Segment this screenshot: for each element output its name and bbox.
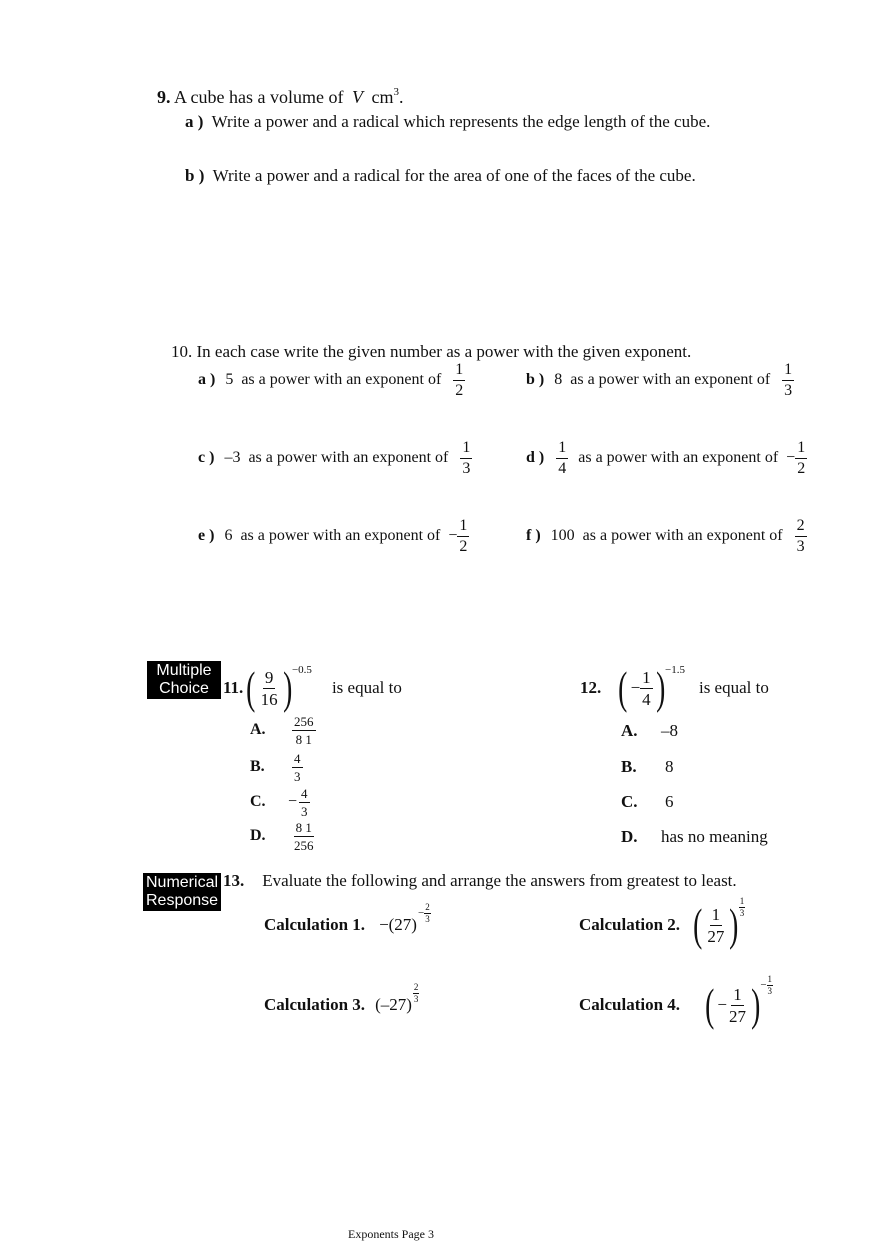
q9-number: 9. [157, 87, 171, 107]
q12-base: $\frac{1}{4}$ [642, 667, 651, 709]
q11-base: $\frac{9}{16}$ [260, 667, 278, 709]
nr-badge-line1: Numerical [146, 874, 219, 891]
left-paren: ( [618, 662, 628, 713]
q12-exponent: −1.5 [665, 664, 685, 676]
page-footer: Exponents Page 3 [348, 1227, 434, 1241]
q9-unit: cm [371, 87, 394, 107]
calc1-label: Calculation 1. [264, 915, 366, 934]
calc4-sign: − [717, 995, 727, 1014]
q10-e-exponent: $\frac{1}{2}$ [459, 517, 468, 555]
q9-b-text: Write a power and a radical for the area of one of the faces of the cube. [212, 166, 696, 185]
right-paren: ) [751, 979, 761, 1030]
q10-part-f [526, 518, 807, 555]
q10-d-sign: − [786, 449, 796, 467]
q10-c-text: as a power with an exponent of [248, 449, 449, 467]
q10-b-text: as a power with an exponent of [570, 371, 771, 389]
calc1-exponent-sign: − [417, 907, 425, 919]
q11-c-sign: − [288, 793, 298, 810]
q9-stem-text: A cube has a volume of [174, 87, 344, 107]
q9-part-a [185, 112, 710, 132]
left-paren: ( [693, 899, 703, 950]
q12-stem [580, 660, 769, 716]
q10-a-label: a ) [198, 371, 216, 389]
q13-calc4 [579, 973, 773, 1034]
q10-part-c [198, 440, 472, 477]
q11-b-label: B. [250, 758, 265, 775]
q10-part-d [526, 440, 807, 477]
q10-c-number: –3 [224, 449, 241, 467]
q12-c-value: 6 [665, 792, 674, 811]
q9-a-label: a ) [185, 112, 204, 131]
calc2-exponent: $\frac{1}{3}$ [739, 895, 745, 918]
q13-number: 13. [223, 871, 245, 890]
q13-stem-text: Evaluate the following and arrange the answers from greatest to least. [262, 871, 737, 890]
calc1-expression: −(27) [379, 915, 417, 934]
mc-badge-line1: Multiple [156, 662, 212, 679]
calc1-exponent: $\frac{2}{3}$ [425, 901, 430, 924]
q9-a-text: Write a power and a radical which represents the edge length of the cube. [211, 112, 711, 131]
numerical-response-badge [143, 873, 221, 911]
q10-part-e [198, 518, 469, 555]
q11-a-value: $\frac{256}{8 1}$ [294, 713, 314, 747]
right-paren: ) [282, 662, 292, 713]
q9-unit-exponent: 3 [393, 86, 399, 98]
calc2-label: Calculation 2. [579, 915, 681, 934]
q11-c-value: $\frac{4}{3}$ [301, 785, 308, 819]
q11-option-a [250, 714, 316, 746]
q13-calc2 [579, 896, 745, 954]
q10-d-number: $\frac{1}{4}$ [558, 439, 567, 477]
q10-f-exponent: $\frac{2}{3}$ [796, 517, 805, 555]
q12-d-label: D. [621, 827, 638, 846]
q10-b-exponent: $\frac{1}{3}$ [784, 361, 793, 399]
q11-option-c [250, 786, 310, 818]
q9-b-label: b ) [185, 166, 205, 185]
mc-badge-line2: Choice [159, 680, 209, 697]
q11-d-label: D. [250, 827, 266, 844]
right-paren: ) [655, 662, 665, 713]
q10-b-label: b ) [526, 371, 545, 389]
q12-a-value: –8 [661, 721, 678, 740]
q11-number: 11. [223, 678, 244, 697]
q11-b-value: $\frac{4}{3}$ [294, 750, 301, 784]
calc4-label: Calculation 4. [579, 995, 681, 1014]
q11-exponent: −0.5 [291, 664, 312, 676]
q10-f-number: 100 [550, 527, 575, 545]
q13-calc3 [264, 982, 419, 1028]
q10-d-text: as a power with an exponent of [578, 449, 779, 467]
q10-f-label: f ) [526, 527, 541, 545]
q10-c-label: c ) [198, 449, 215, 467]
q12-number: 12. [580, 678, 602, 697]
q11-d-value: $\frac{8 1}{256}$ [294, 819, 314, 853]
q12-suffix: is equal to [698, 678, 769, 697]
q11-suffix: is equal to [331, 678, 402, 697]
right-paren: ) [729, 899, 739, 950]
q9-variable: V [351, 87, 363, 107]
calc3-exponent: $\frac{2}{3}$ [413, 981, 419, 1004]
q10-a-exponent: $\frac{1}{2}$ [455, 361, 464, 399]
q10-part-a [198, 362, 465, 399]
q11-c-label: C. [250, 793, 266, 810]
q9-stem-end: . [398, 87, 404, 107]
q11-option-d [250, 820, 316, 852]
q10-f-text: as a power with an exponent of [582, 527, 783, 545]
q12-option-a [621, 721, 678, 741]
q10-e-text: as a power with an exponent of [240, 527, 441, 545]
q12-a-label: A. [621, 721, 638, 740]
q13-stem [223, 871, 737, 891]
q10-c-exponent: $\frac{1}{3}$ [462, 439, 471, 477]
q12-d-value: has no meaning [661, 827, 768, 846]
q12-b-label: B. [621, 757, 637, 776]
left-paren: ( [246, 662, 256, 713]
q10-stem: 10. In each case write the given number as a power with the given exponent. [171, 342, 692, 361]
q10-d-exponent: $\frac{1}{2}$ [797, 439, 806, 477]
q9-stem [157, 86, 403, 108]
q11-stem [223, 660, 402, 716]
calc3-expression: (–27) [375, 995, 412, 1014]
q9-part-b [185, 166, 696, 186]
q10-part-b [526, 362, 794, 399]
nr-badge-line2: Response [146, 892, 219, 909]
q10-b-number: 8 [554, 371, 563, 389]
multiple-choice-badge [147, 661, 221, 699]
left-paren: ( [705, 979, 715, 1030]
q12-option-c [621, 792, 674, 812]
calc3-label: Calculation 3. [264, 995, 366, 1014]
q10-e-label: e ) [198, 527, 215, 545]
q11-a-label: A. [250, 721, 266, 738]
q10-a-number: 5 [225, 371, 234, 389]
q10-e-number: 6 [224, 527, 233, 545]
calc4-exponent: $\frac{1}{3}$ [767, 973, 773, 996]
q13-calc1 [264, 902, 431, 948]
q12-b-value: 8 [665, 757, 674, 776]
calc4-base: $\frac{1}{27}$ [728, 984, 746, 1026]
q12-option-b [621, 757, 674, 777]
q10-a-text: as a power with an exponent of [241, 371, 442, 389]
q12-option-d [621, 827, 768, 847]
q12-c-label: C. [621, 792, 638, 811]
calc4-exponent-sign: − [760, 979, 767, 991]
q10-e-sign: − [448, 527, 458, 545]
q12-sign: − [630, 678, 641, 697]
calc2-base: $\frac{1}{27}$ [707, 904, 725, 946]
q11-option-b [250, 751, 303, 783]
q10-d-label: d ) [526, 449, 545, 467]
